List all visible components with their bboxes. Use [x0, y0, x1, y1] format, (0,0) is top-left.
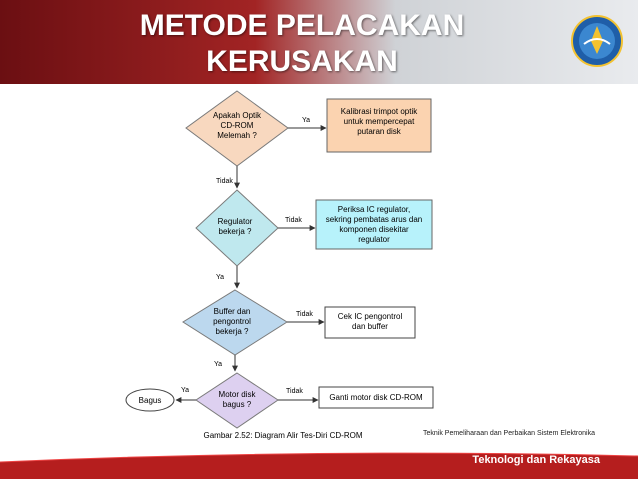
- decision-optik-line-2: CD-ROM: [220, 121, 254, 130]
- terminal-bagus-label: Bagus: [138, 396, 162, 405]
- decision-motor-line-2: bagus ?: [222, 400, 252, 409]
- decision-motor-line-1: Motor disk: [218, 390, 256, 399]
- decision-buffer-line-1: Buffer dan: [213, 307, 251, 316]
- decision-optik-line-3: Melemah ?: [217, 131, 257, 140]
- decision-buffer: [183, 290, 287, 355]
- label-ya-4: Ya: [181, 387, 190, 394]
- terminal-bagus: [126, 389, 174, 411]
- action-cek-line-2: dan buffer: [352, 322, 388, 331]
- label-ya-3: Ya: [214, 361, 223, 368]
- action-periksa-regulator: [316, 200, 432, 249]
- decision-optik-line-1: Apakah Optik: [212, 111, 262, 120]
- decision-buffer-line-2: pengontrol: [213, 317, 251, 326]
- action-kalibrasi-line-2: untuk mempercepat: [343, 117, 415, 126]
- source-note: Teknik Pemeliharaan dan Perbaikan Sistem Elektronika: [423, 430, 595, 437]
- decision-regulator-line-1: Regulator: [217, 217, 253, 226]
- action-ganti-line-1: Ganti motor disk CD-ROM: [329, 393, 423, 402]
- action-periksa-line-3: komponen disekitar: [339, 225, 409, 234]
- decision-motor: [196, 373, 278, 428]
- action-kalibrasi: [327, 99, 431, 152]
- label-tidak-1: Tidak: [216, 178, 233, 185]
- action-cek-ic: [325, 307, 415, 338]
- label-tidak-3: Tidak: [296, 311, 313, 318]
- flowchart-caption: Gambar 2.52: Diagram Alir Tes-Diri CD-ROM: [203, 431, 363, 440]
- action-periksa-line-2: sekring pembatas arus dan: [325, 215, 423, 224]
- label-tidak-2: Tidak: [285, 217, 302, 224]
- action-kalibrasi-line-3: putaran disk: [357, 127, 401, 136]
- action-periksa-line-1: Periksa IC regulator,: [337, 205, 411, 214]
- label-ya-2: Ya: [216, 274, 225, 281]
- title-line-2: KERUSAKAN: [206, 45, 398, 78]
- title-line-1: METODE PELACAKAN: [139, 9, 465, 42]
- decision-buffer-line-3: bekerja ?: [215, 327, 249, 336]
- action-kalibrasi-line-1: Kalibrasi trimpot optik: [340, 107, 418, 116]
- action-ganti-motor: [319, 387, 433, 408]
- label-ya-1: Ya: [302, 117, 311, 124]
- decision-regulator: [196, 190, 278, 266]
- footer-label: Teknologi dan Rekayasa: [472, 454, 600, 466]
- decision-regulator-line-2: bekerja ?: [218, 227, 252, 236]
- action-periksa-line-4: regulator: [358, 235, 390, 244]
- label-tidak-4: Tidak: [286, 388, 303, 395]
- action-cek-line-1: Cek IC pengontrol: [337, 312, 403, 321]
- decision-optik: [186, 91, 288, 166]
